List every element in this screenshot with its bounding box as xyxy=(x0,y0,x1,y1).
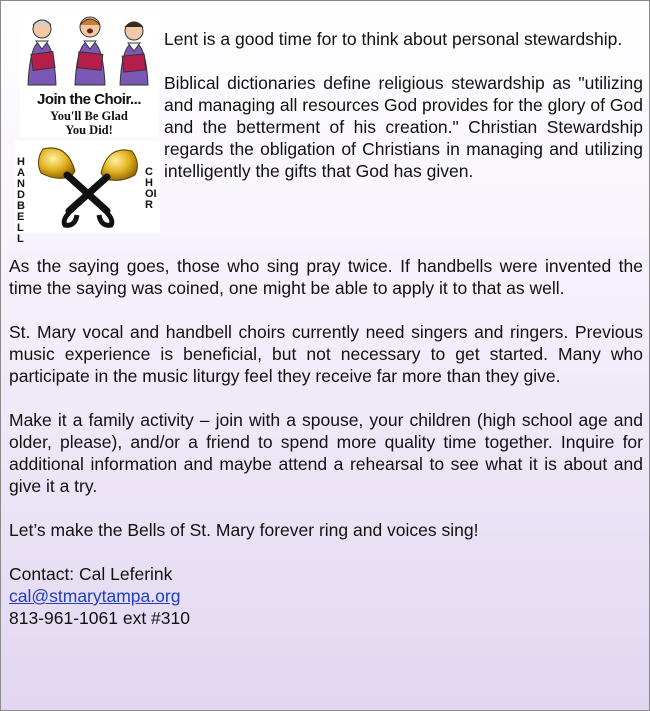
choir-logo-line2: You'll Be Glad xyxy=(50,109,128,123)
paragraph-saying: As the saying goes, those who sing pray twice. If handbells were invented the time the saying was coined, one might be able to apply it to that as well. xyxy=(9,256,643,298)
choir-singers-illustration xyxy=(20,15,158,93)
intro-text-block xyxy=(164,28,643,182)
choir-logo-line3: You Did! xyxy=(65,123,113,137)
handbells-illustration xyxy=(15,141,160,233)
handbell-letters-right: CHOIR xyxy=(145,166,157,211)
handbell-letters-left: HANDBELL xyxy=(17,156,25,245)
paragraph-bells-ring: Let’s make the Bells of St. Mary forever ring and voices sing! xyxy=(9,520,479,540)
paragraph-choirs-need: St. Mary vocal and handbell choirs currently need singers and ringers. Previous music experience is beneficial, but not necessary to get started. Many who participate in the music liturgy feel they receive far more than they give. xyxy=(9,322,643,386)
paragraph-lent: Lent is a good time for to think about personal stewardship. xyxy=(164,29,623,49)
choir-logo xyxy=(20,15,158,137)
paragraph-stewardship-definition: Biblical dictionaries define religious stewardship as "utilizing and managing all resources God provides for the glory of God and the betterment of his creation." Christian Stewardship regards the obligation of Christians in managing and utilizing intelligently the gifts that God has given. xyxy=(164,73,643,181)
contact-phone: 813-961-1061 ext #310 xyxy=(9,608,190,628)
contact-name: Contact: Cal Leferink xyxy=(9,564,173,584)
choir-logo-line1: Join the Choir... xyxy=(36,91,141,108)
main-text-block xyxy=(9,255,643,629)
contact-email-link[interactable]: cal@stmarytampa.org xyxy=(9,586,181,606)
paragraph-family-activity: Make it a family activity – join with a spouse, your children (high school age and older, please), and/or a friend to spend more quality time together. Inquire for additional information and maybe attend a rehearsal to see what it is about and give it a try. xyxy=(9,410,643,496)
handbell-choir-logo xyxy=(15,141,160,245)
